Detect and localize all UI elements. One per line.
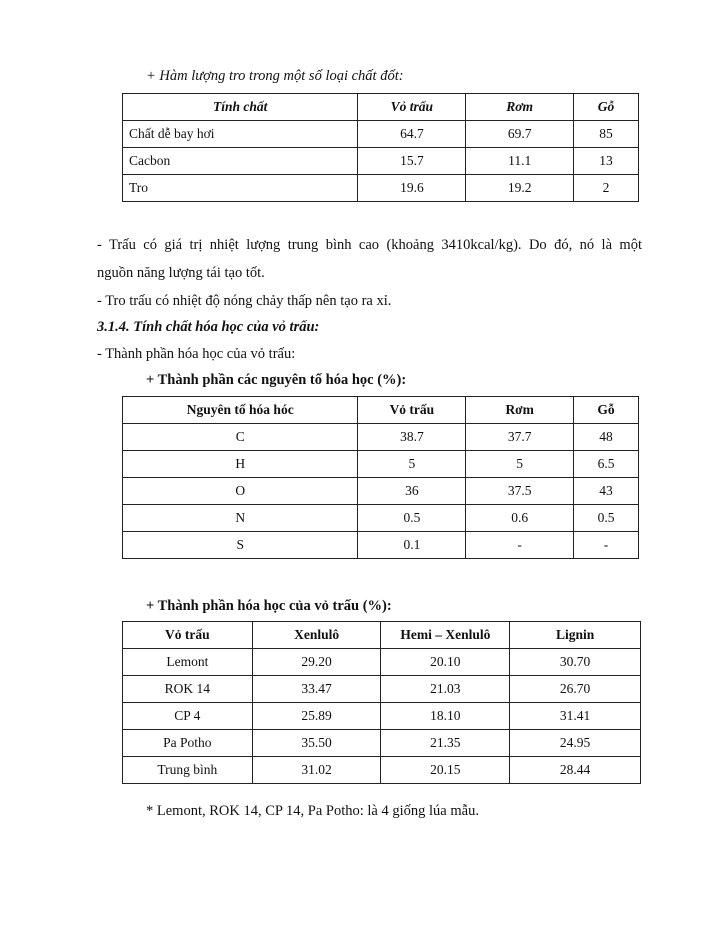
table-cell: 19.6 bbox=[358, 175, 466, 202]
table-header-row bbox=[123, 94, 639, 121]
header-cell: Gỗ bbox=[574, 397, 639, 424]
table-cell: Lemont bbox=[123, 649, 253, 676]
table-row bbox=[123, 175, 639, 202]
table-row bbox=[123, 730, 641, 757]
table-cell: Trung bình bbox=[123, 757, 253, 784]
table-cell: 26.70 bbox=[510, 676, 641, 703]
table-cell: S bbox=[123, 532, 358, 559]
table-cell: 36 bbox=[358, 478, 466, 505]
section-title: 3.1.4. Tính chất hóa học của vỏ trấu: bbox=[97, 319, 320, 335]
table-cell: ROK 14 bbox=[123, 676, 253, 703]
table-cell: 6.5 bbox=[574, 451, 639, 478]
table-cell: 5 bbox=[466, 451, 574, 478]
table-row bbox=[123, 478, 639, 505]
table-row bbox=[123, 148, 639, 175]
paragraph-heating-value-line2: nguồn năng lượng tái tạo tốt. bbox=[97, 265, 265, 281]
header-cell: Gỗ bbox=[574, 94, 639, 121]
header-cell: Tính chất bbox=[123, 94, 358, 121]
ash-content-table bbox=[122, 93, 639, 202]
table-cell: C bbox=[123, 424, 358, 451]
table-cell: 0.5 bbox=[358, 505, 466, 532]
element-composition-table bbox=[122, 396, 639, 559]
paragraph-ash-melting: - Tro trấu có nhiệt độ nóng chảy thấp nên tạo ra xỉ. bbox=[97, 293, 392, 309]
table-cell: 21.03 bbox=[381, 676, 510, 703]
header-cell: Vỏ trấu bbox=[358, 94, 466, 121]
table-cell: 48 bbox=[574, 424, 639, 451]
table-cell: 30.70 bbox=[510, 649, 641, 676]
table-cell: 37.5 bbox=[466, 478, 574, 505]
table-row bbox=[123, 121, 639, 148]
table-cell: 35.50 bbox=[252, 730, 381, 757]
table-cell: 20.15 bbox=[381, 757, 510, 784]
table-cell: 19.2 bbox=[466, 175, 574, 202]
table-cell: 0.1 bbox=[358, 532, 466, 559]
table-cell: 37.7 bbox=[466, 424, 574, 451]
rice-husk-composition-table bbox=[122, 621, 641, 784]
table-row bbox=[123, 757, 641, 784]
table-row bbox=[123, 676, 641, 703]
table-cell: Cacbon bbox=[123, 148, 358, 175]
header-cell: Xenlulô bbox=[252, 622, 381, 649]
table-cell: CP 4 bbox=[123, 703, 253, 730]
table-row bbox=[123, 451, 639, 478]
table-cell: 85 bbox=[574, 121, 639, 148]
table-header-row bbox=[123, 397, 639, 424]
footnote: * Lemont, ROK 14, CP 14, Pa Potho: là 4 giống lúa mẫu. bbox=[146, 803, 479, 819]
header-cell: Nguyên tố hóa hóc bbox=[123, 397, 358, 424]
table-cell: 28.44 bbox=[510, 757, 641, 784]
table-row bbox=[123, 649, 641, 676]
table-cell: 29.20 bbox=[252, 649, 381, 676]
table-cell: 25.89 bbox=[252, 703, 381, 730]
table-cell: Pa Potho bbox=[123, 730, 253, 757]
header-cell: Vỏ trấu bbox=[358, 397, 466, 424]
header-cell: Vỏ trấu bbox=[123, 622, 253, 649]
table-cell: 11.1 bbox=[466, 148, 574, 175]
table-cell: 0.6 bbox=[466, 505, 574, 532]
table-cell: 33.47 bbox=[252, 676, 381, 703]
table-cell: 18.10 bbox=[381, 703, 510, 730]
table-cell: H bbox=[123, 451, 358, 478]
table-cell: 69.7 bbox=[466, 121, 574, 148]
table-row bbox=[123, 703, 641, 730]
paragraph-chemical-composition: - Thành phần hóa học của vỏ trấu: bbox=[97, 346, 296, 362]
table-header-row bbox=[123, 622, 641, 649]
ash-content-heading: + Hàm lượng tro trong một số loại chất đốt: bbox=[146, 68, 404, 84]
table-cell: N bbox=[123, 505, 358, 532]
table-row bbox=[123, 505, 639, 532]
table-row bbox=[123, 424, 639, 451]
header-cell: Lignin bbox=[510, 622, 641, 649]
table-cell: 15.7 bbox=[358, 148, 466, 175]
element-composition-heading: + Thành phần các nguyên tố hóa học (%): bbox=[146, 372, 407, 388]
table-cell: 31.41 bbox=[510, 703, 641, 730]
table-cell: - bbox=[574, 532, 639, 559]
table-cell: 24.95 bbox=[510, 730, 641, 757]
table-cell: - bbox=[466, 532, 574, 559]
table-cell: Tro bbox=[123, 175, 358, 202]
table-cell: 2 bbox=[574, 175, 639, 202]
header-cell: Rơm bbox=[466, 94, 574, 121]
rice-husk-composition-heading: + Thành phần hóa học của vỏ trấu (%): bbox=[146, 598, 392, 614]
table-row bbox=[123, 532, 639, 559]
table-cell: Chất dễ bay hơi bbox=[123, 121, 358, 148]
table-cell: 43 bbox=[574, 478, 639, 505]
table-cell: 31.02 bbox=[252, 757, 381, 784]
table-cell: 64.7 bbox=[358, 121, 466, 148]
header-cell: Hemi – Xenlulô bbox=[381, 622, 510, 649]
table-cell: 5 bbox=[358, 451, 466, 478]
table-cell: 38.7 bbox=[358, 424, 466, 451]
paragraph-heating-value-line1: - Trấu có giá trị nhiệt lượng trung bình cao (khoảng 3410kcal/kg). Do đó, nó là một bbox=[97, 237, 642, 253]
table-cell: O bbox=[123, 478, 358, 505]
table-cell: 20.10 bbox=[381, 649, 510, 676]
header-cell: Rơm bbox=[466, 397, 574, 424]
table-cell: 0.5 bbox=[574, 505, 639, 532]
table-cell: 21.35 bbox=[381, 730, 510, 757]
table-cell: 13 bbox=[574, 148, 639, 175]
